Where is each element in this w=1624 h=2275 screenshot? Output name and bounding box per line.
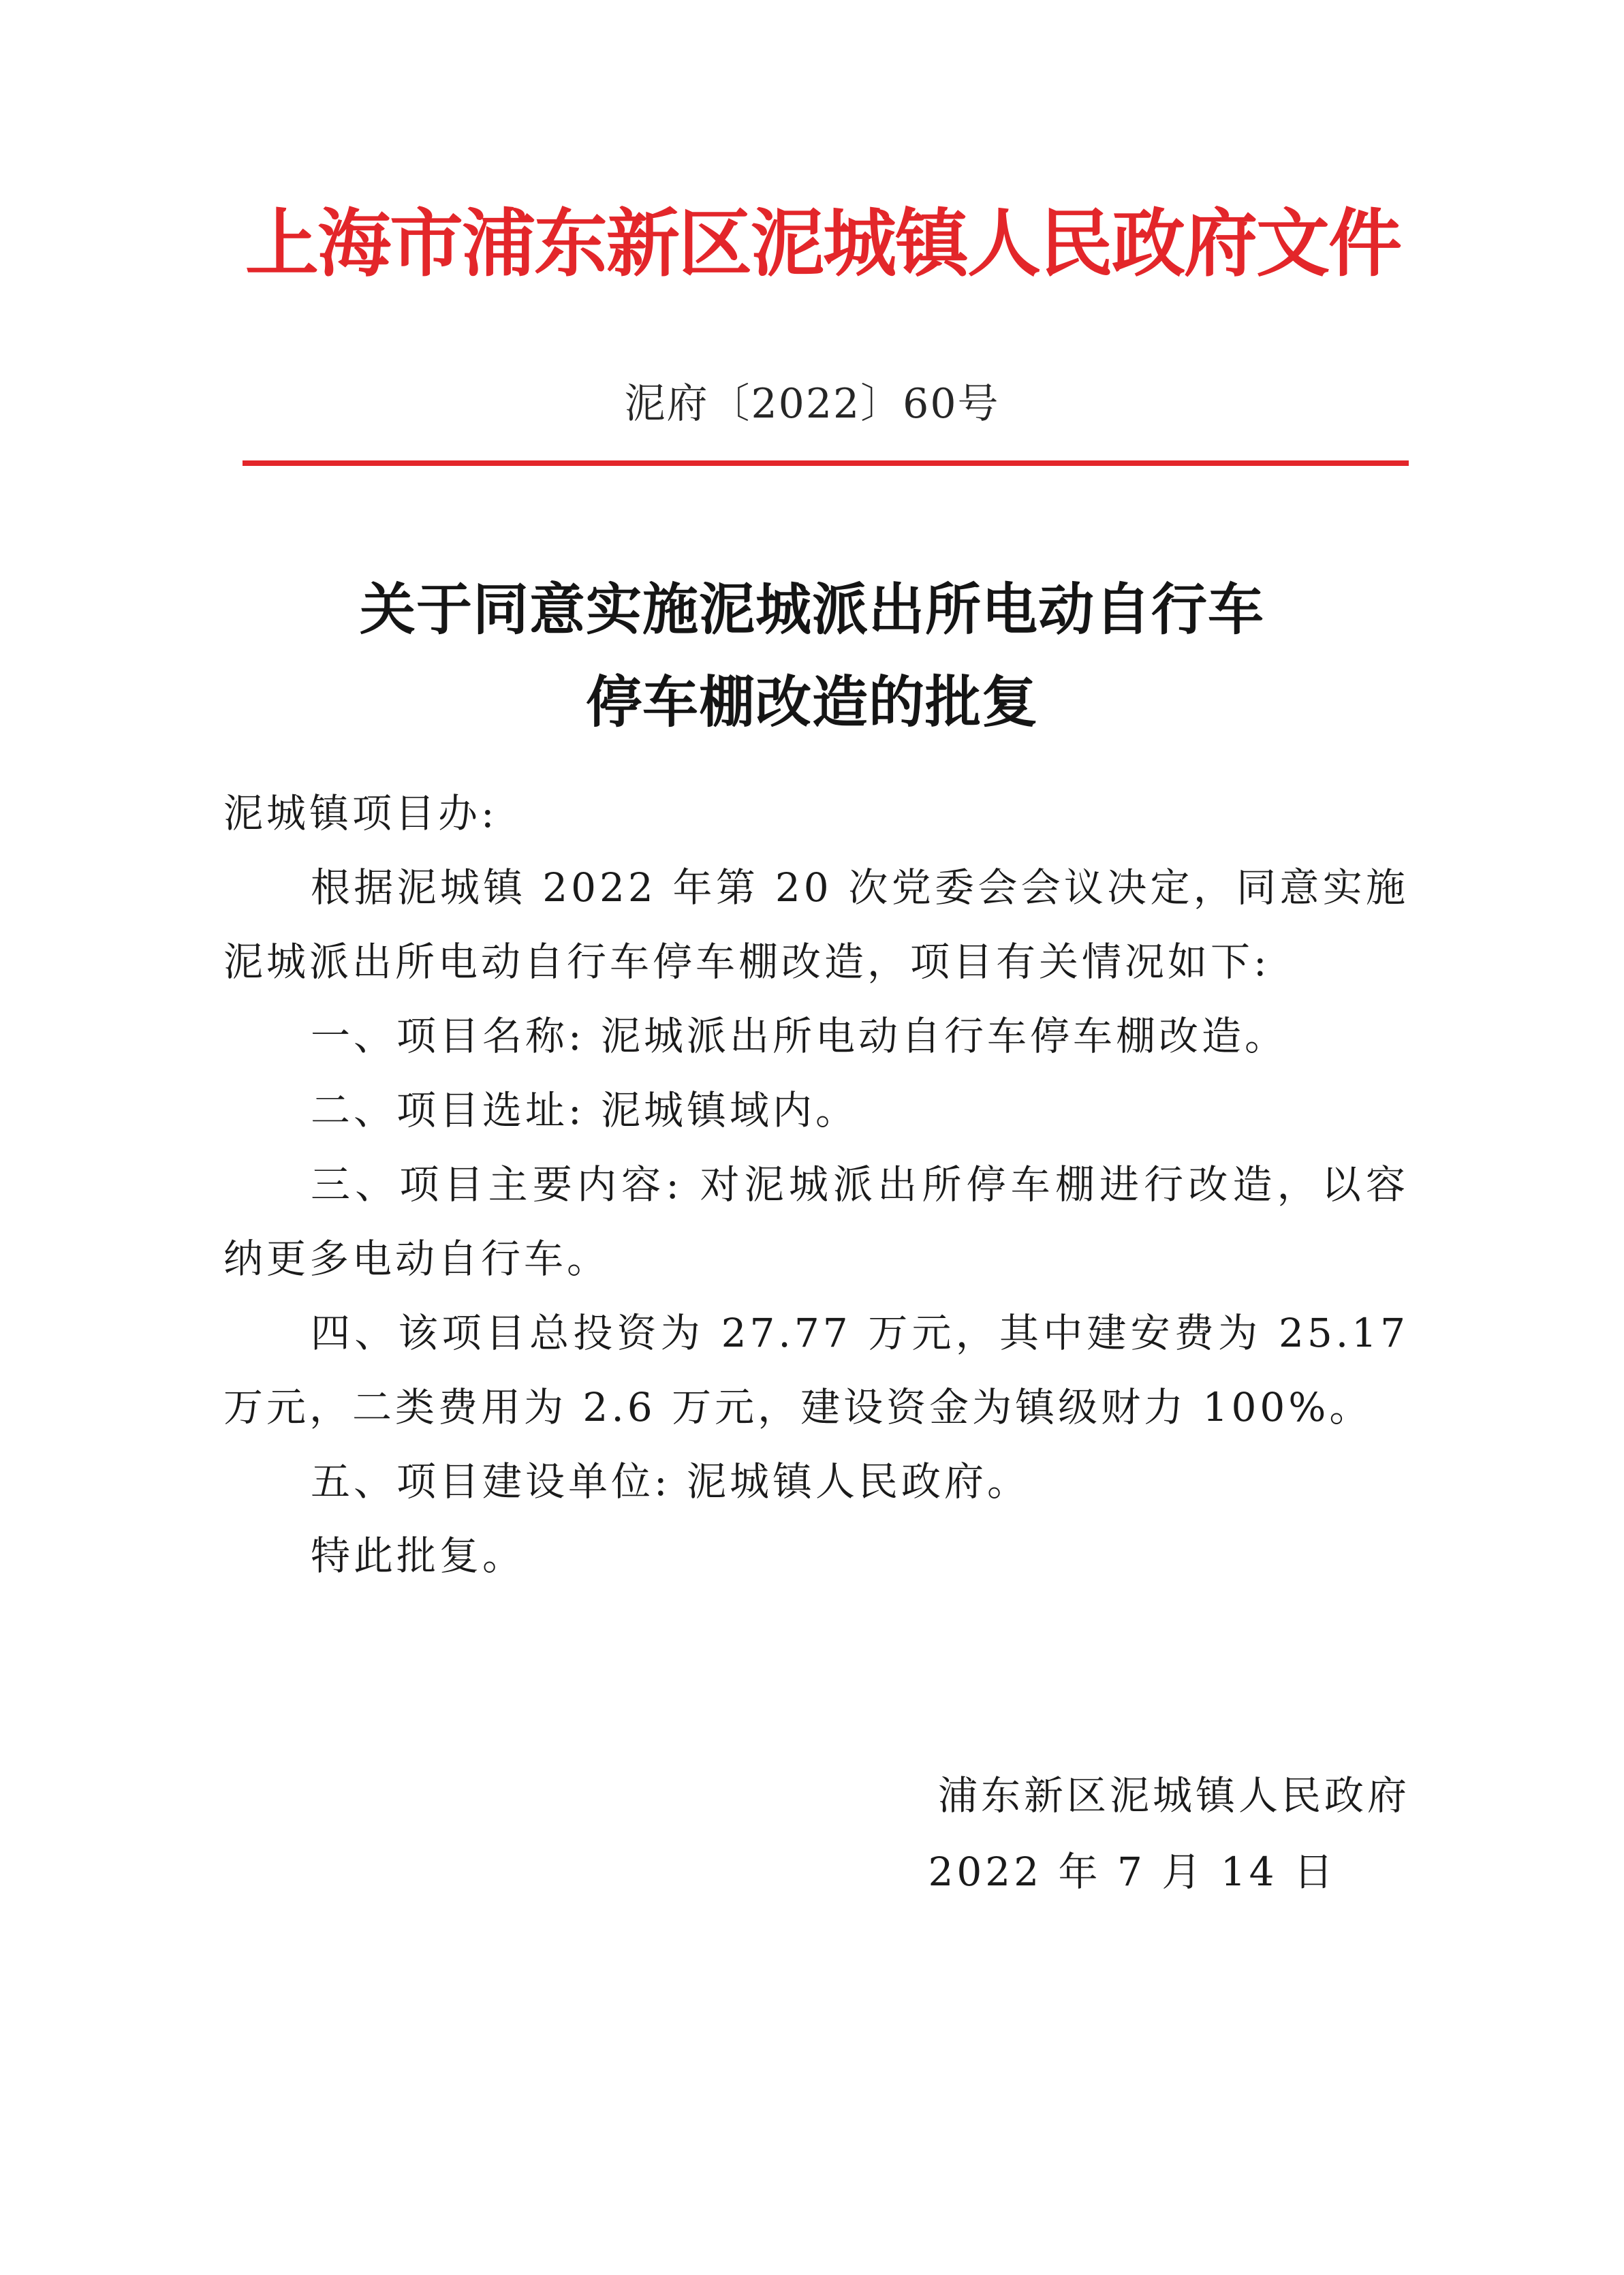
subject-line-2: 停车棚改造的批复 [585,670,1038,735]
issuer-title: 上海市浦东新区泥城镇人民政府文件 [245,201,1401,287]
item-paragraph: 一、项目名称: 泥城派出所电动自行车停车棚改造。 [311,1013,1287,1059]
signature-block [817,1757,1410,1910]
addressee: 泥城镇项目办: [223,790,498,836]
signing-organization: 浦东新区泥城镇人民政府 [937,1772,1410,1819]
item-paragraph: 五、项目建设单位: 泥城镇人民政府。 [311,1458,1030,1505]
document-subject [0,564,1624,749]
document-body [223,776,1409,1593]
item-paragraph: 三、项目主要内容: 对泥城派出所停车棚进行改造，以容纳更多电动自行车。 [223,1161,1409,1282]
intro-paragraph: 根据泥城镇 2022 年第 20 次党委会会议决定，同意实施泥城派出所电动自行车停车棚改造，项目有关情况如下: [223,864,1409,985]
red-divider [243,460,1409,466]
signing-date: 2022 年 7 月 14 日 [928,1849,1337,1895]
item-paragraph: 二、项目选址: 泥城镇域内。 [311,1087,858,1133]
subject-line-1: 关于同意实施泥城派出所电动自行车 [359,578,1264,642]
document-number: 泥府〔2022〕60号 [624,380,1000,428]
closing-line: 特此批复。 [311,1533,526,1579]
item-paragraph: 四、该项目总投资为 27.77 万元，其中建安费为 25.17 万元，二类费用为 2.6 万元，建设资金为镇级财力 100%。 [223,1310,1409,1430]
